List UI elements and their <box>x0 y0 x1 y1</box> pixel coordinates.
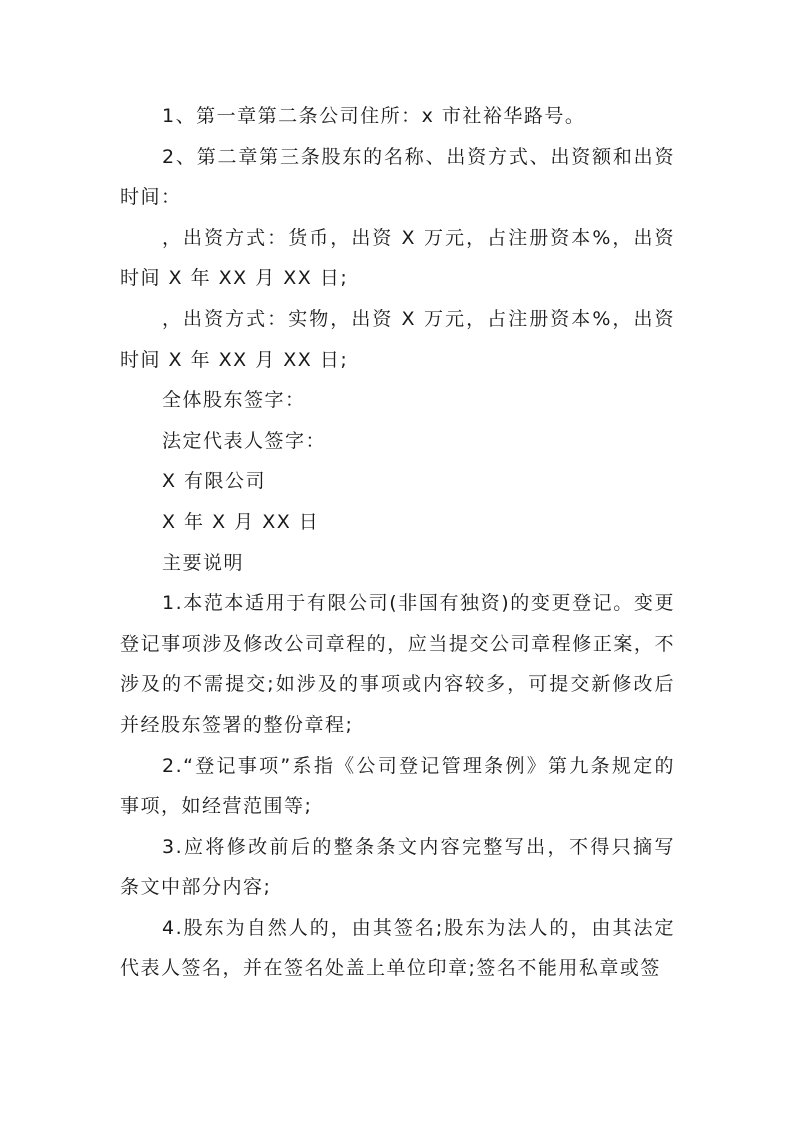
date-line: X 年 X 月 XX 日 <box>162 510 320 533</box>
paragraph-contribution-in-kind: ，出资方式：实物，出资 X 万元，占注册资本%，出资时间 X 年 XX 月 XX 日; <box>120 307 675 371</box>
notes-heading: 主要说明 <box>162 551 245 574</box>
document-body <box>120 96 675 989</box>
note-item-3: 3.应将修改前后的整条条文内容完整写出，不得只摘写条文中部分内容; <box>120 835 675 899</box>
paragraph-contribution-currency: ，出资方式：货币，出资 X 万元，占注册资本%，出资时间 X 年 XX 月 XX 日; <box>120 226 675 290</box>
note-item-2: 2.“登记事项”系指《公司登记管理条例》第九条规定的事项，如经营范围等; <box>120 754 675 818</box>
paragraph-residence-clause: 1、第一章第二条公司住所：x 市社裕华路号。 <box>162 105 586 127</box>
legal-representative-signature-line: 法定代表人签字： <box>162 429 327 452</box>
company-name-line: X 有限公司 <box>162 470 267 493</box>
shareholders-signature-line: 全体股东签字： <box>162 389 306 412</box>
paragraph-shareholder-clause: 2、第二章第三条股东的名称、出资方式、出资额和出资时间： <box>120 145 675 209</box>
note-item-4: 4.股东为自然人的，由其签名;股东为法人的，由其法定代表人签名，并在签名处盖上单位印章;签名不能用私章或签 <box>120 916 675 980</box>
note-item-1: 1.本范本适用于有限公司(非国有独资)的变更登记。变更登记事项涉及修改公司章程的，应当提交公司章程修正案，不涉及的不需提交;如涉及的事项或内容较多，可提交新修改后并经股东签署的整份章程; <box>120 592 675 736</box>
